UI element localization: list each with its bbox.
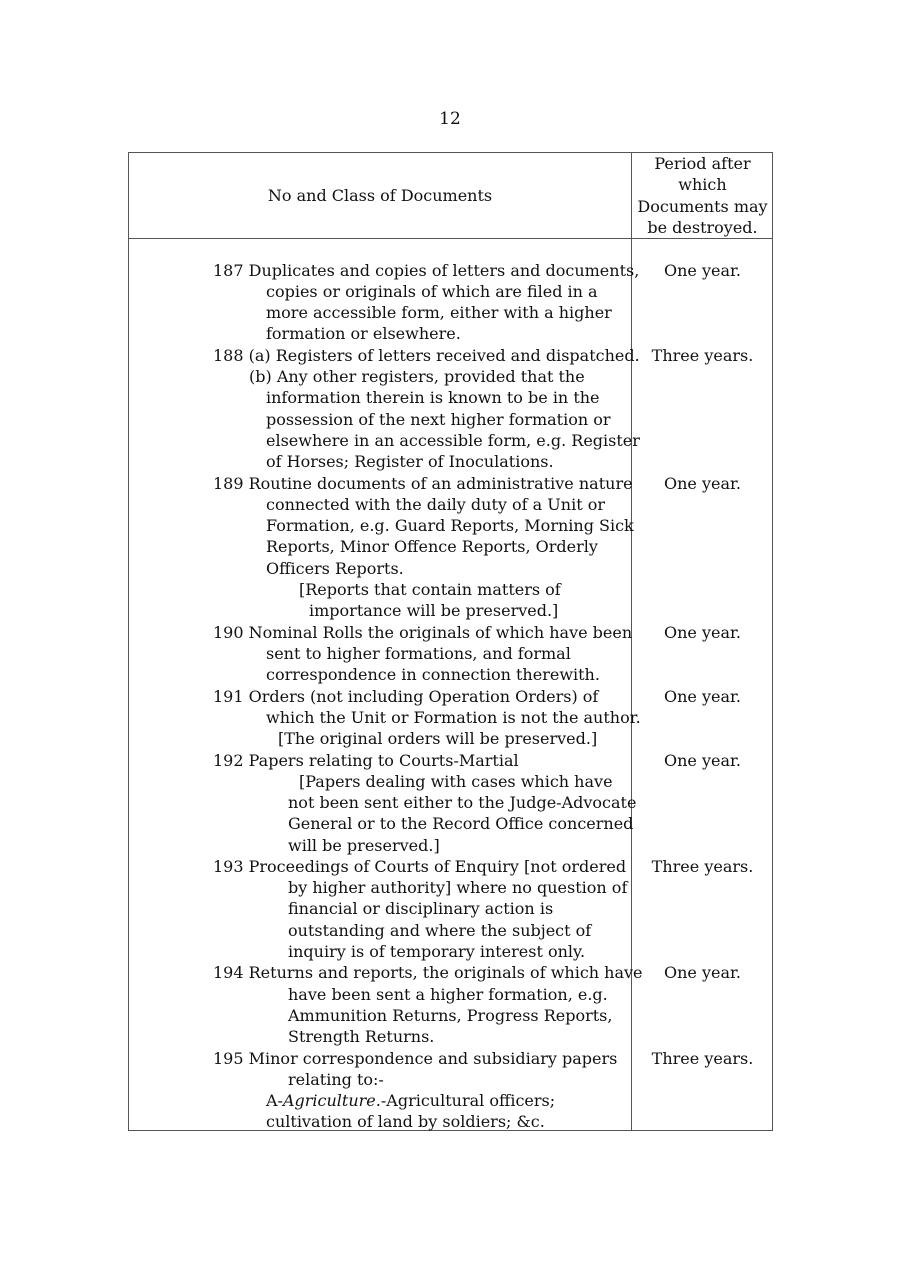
entry-line: connected with the daily duty of a Unit or (266, 495, 605, 514)
entry-line: copies or originals of which are filed in a (266, 282, 598, 301)
entry-line: Formation, e.g. Guard Reports, Morning Sick (266, 516, 634, 535)
entry-period: Three years. (651, 346, 754, 365)
entry-line: of Horses; Register of Inoculations. (266, 452, 554, 471)
entry-line: Ammunition Returns, Progress Reports, (288, 1006, 613, 1025)
entry-line: 194 Returns and reports, the originals of which have (213, 963, 643, 982)
header-documents: No and Class of Documents (267, 186, 493, 205)
entry-line: possession of the next higher formation or (266, 410, 611, 429)
entry-line: information therein is known to be in the (266, 388, 600, 407)
entry-line: 191 Orders (not including Operation Orders) of (213, 687, 599, 706)
entry-line: 189 Routine documents of an administrative nature (213, 474, 633, 493)
subline-rest: -Agricultural officers; (380, 1091, 556, 1110)
header-period-line: Documents may (637, 196, 768, 216)
entry-line: 187 Duplicates and copies of letters and documents, (213, 261, 640, 280)
header-period (632, 153, 773, 238)
entry-period: One year. (664, 474, 741, 493)
retention-table (128, 152, 773, 1131)
page-number: 12 (439, 109, 461, 129)
entry-line: sent to higher formations, and formal (266, 644, 571, 663)
entry-line: elsewhere in an accessible form, e.g. Register (266, 431, 640, 450)
subline-prefix: A- (266, 1091, 283, 1110)
header-period-line: be destroyed. (647, 217, 758, 237)
entry-line: by higher authority] where no question of (288, 878, 628, 897)
entry-line: Reports, Minor Offence Reports, Orderly (266, 537, 598, 556)
entry-line: importance will be preserved.] (309, 601, 559, 620)
entry-line: General or to the Record Office concerned (288, 814, 634, 833)
entry-line: more accessible form, either with a higher (266, 303, 612, 322)
entry-line: formation or elsewhere. (266, 324, 461, 343)
entry-period: Three years. (651, 857, 754, 876)
entry-period: One year. (664, 261, 741, 280)
entry-line: [Papers dealing with cases which have (299, 772, 613, 791)
entry-line: (b) Any other registers, provided that the (249, 367, 585, 386)
entry-period: Three years. (651, 1049, 754, 1068)
entry-line: 192 Papers relating to Courts-Martial (213, 751, 519, 770)
entry-line: cultivation of land by soldiers; &c. (266, 1112, 545, 1131)
entry-line: 195 Minor correspondence and subsidiary papers (213, 1049, 618, 1068)
entry-period: One year. (664, 687, 741, 706)
header-period-line: Period after (654, 154, 751, 173)
entry-line: inquiry is of temporary interest only. (288, 942, 586, 961)
entry-line: outstanding and where the subject of (288, 921, 592, 940)
entry-line: Strength Returns. (288, 1027, 435, 1046)
entry-subline (266, 1090, 555, 1111)
subline-italic: Agriculture. (282, 1091, 381, 1110)
entry-line: [Reports that contain matters of (299, 580, 561, 599)
entry-line: 193 Proceedings of Courts of Enquiry [not ordered (213, 857, 627, 876)
entry-period: One year. (664, 751, 741, 770)
header-period-line: which (678, 175, 727, 195)
entry-line: will be preserved.] (288, 836, 440, 855)
entry-period: One year. (664, 623, 741, 642)
entry-line: [The original orders will be preserved.] (278, 729, 598, 748)
entry-line: 188 (a) Registers of letters received and dispatched. (213, 346, 640, 365)
entry-line: not been sent either to the Judge-Advocate (288, 793, 637, 812)
entry-line: relating to:- (288, 1070, 384, 1089)
entry-line: which the Unit or Formation is not the author. (266, 708, 641, 727)
entry-line: Officers Reports. (266, 559, 404, 578)
entry-line: have been sent a higher formation, e.g. (288, 985, 608, 1004)
entry-line: correspondence in connection therewith. (266, 665, 600, 684)
entry-period: One year. (664, 963, 741, 982)
entry-line: financial or disciplinary action is (288, 899, 554, 918)
entry-line: 190 Nominal Rolls the originals of which have been (213, 623, 633, 642)
